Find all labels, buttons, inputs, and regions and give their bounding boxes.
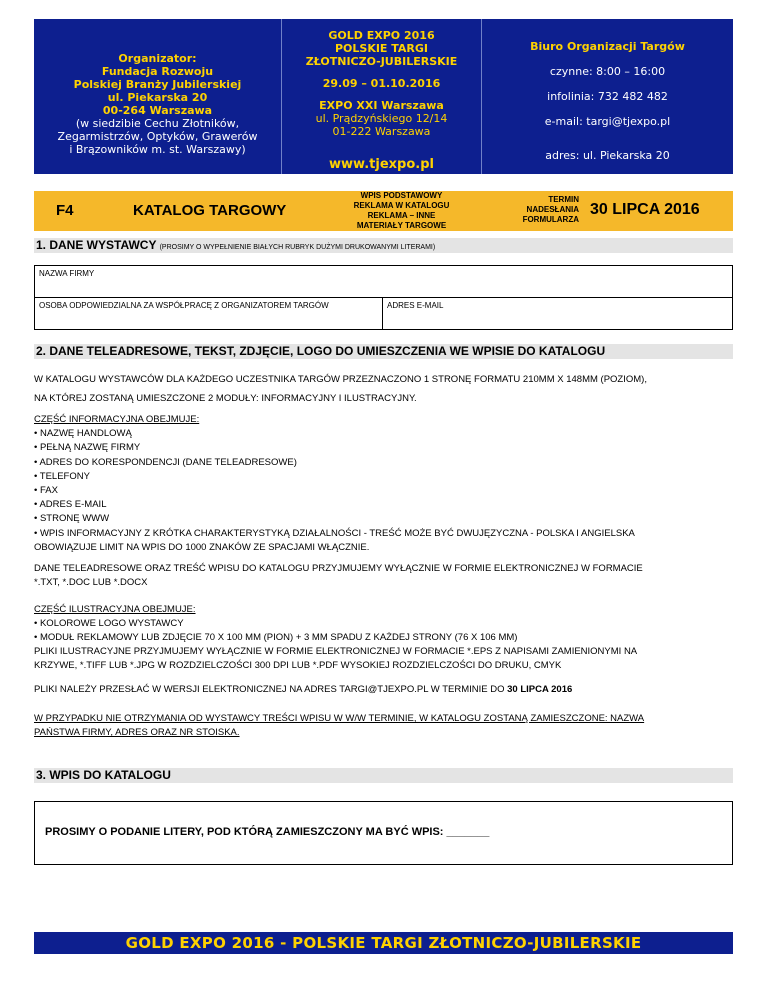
- email-field[interactable]: [382, 297, 733, 330]
- catalog-letter-field[interactable]: [34, 801, 733, 865]
- info-item: • TELEFONY: [34, 470, 90, 482]
- info-heading: CZĘŚĆ INFORMACYJNA OBEJMUJE:: [34, 414, 200, 425]
- deadline-date: 30 LIPCA 2016: [590, 201, 700, 218]
- organizer-note-line1: (w siedzibie Cechu Złotników,: [75, 117, 240, 130]
- venue-street: ul. Prądzyńskiego 12/14: [315, 112, 448, 125]
- contact-person-field[interactable]: [34, 297, 383, 330]
- char-limit: OBOWIĄZUJE LIMIT NA WPIS DO 1000 ZNAKÓW ZE SPACJAMI WŁĄCZNIE.: [34, 541, 370, 553]
- office-city: 00-264 Warszawa: [558, 174, 657, 187]
- organizer-note-line2: Zegarmistrzów, Optyków, Grawerów: [57, 130, 258, 143]
- missing-content-note: [34, 712, 733, 740]
- company-name-field[interactable]: [34, 265, 733, 298]
- send-instructions: [34, 683, 733, 697]
- info-item: • FAX: [34, 485, 58, 497]
- office-hours: czynne: 8:00 – 16:00: [549, 65, 666, 78]
- info-item: • STRONĘ WWW: [34, 513, 110, 525]
- organizer-street: ul. Piekarska 20: [107, 91, 208, 104]
- info-item: • PEŁNĄ NAZWĘ FIRMY: [34, 442, 141, 454]
- electronic-line1: DANE TELEADRESOWE ORAZ TREŚĆ WPISU DO KATALOGU PRZYJMUJEMY WYŁĄCZNIE W FORMIE ELEKTRONICZNEJ W FORMACIE: [34, 563, 643, 574]
- illus-heading: CZĘŚĆ ILUSTRACYJNA OBEJMUJE:: [34, 604, 196, 615]
- illustration-part: [34, 603, 733, 673]
- email-label: ADRES E-MAIL: [387, 301, 444, 310]
- contact-person-label: OSOBA ODPOWIEDZIALNA ZA WSPÓŁPRACĘ Z ORGANIZATOREM TARGÓW: [39, 301, 329, 310]
- event-subtitle-1: POLSKIE TARGI: [334, 42, 429, 55]
- info-item: • NAZWĘ HANDLOWĄ: [34, 428, 132, 440]
- organizer-name-line2: Polskiej Branży Jubilerskiej: [73, 78, 242, 91]
- office-address: adres: ul. Piekarska 20: [545, 149, 670, 162]
- event-name: GOLD EXPO 2016: [328, 29, 435, 42]
- info-item: • ADRES DO KORESPONDENCJI (DANE TELEADRESOWE): [34, 456, 297, 468]
- section3-title: 3. WPIS DO KATALOGU: [36, 768, 171, 782]
- missing-line1: W PRZYPADKU NIE OTRZYMANIA OD WYSTAWCY TREŚCI WPISU W W/W TERMINIE, W KATALOGU ZOSTANĄ ZAMIESZCZONE: NAZWA: [34, 713, 645, 724]
- office-block: [482, 19, 733, 187]
- send-date: 30 LIPCA 2016: [507, 684, 573, 695]
- electronic-format-note: [34, 562, 733, 590]
- organizer-label: Organizator:: [118, 52, 197, 65]
- deadline-label-line2: NADESŁANIA: [526, 205, 579, 214]
- intro-line2: NA KTÓREJ ZOSTANĄ UMIESZCZONE 2 MODUŁY: INFORMACYJNY I ILUSTRACYJNY.: [34, 393, 417, 404]
- office-title: Biuro Organizacji Targów: [530, 40, 685, 53]
- deadline-label-line1: TERMIN: [548, 195, 579, 204]
- section1-note: (PROSIMY O WYPEŁNIENIE BIAŁYCH RUBRYK DUŻYMI DRUKOWANYMI LITERAMI): [159, 244, 436, 251]
- send-text: PLIKI NALEŻY PRZESŁAĆ W WERSJI ELEKTRONICZNEJ NA ADRES TARGI@TJEXPO.PL W TERMINIE DO: [34, 684, 505, 695]
- organizer-note-line3: i Brązowników m. st. Warszawy): [69, 143, 246, 156]
- deadline-label: [504, 195, 579, 225]
- organizer-name-line1: Fundacja Rozwoju: [101, 65, 214, 78]
- event-dates: 29.09 – 01.10.2016: [322, 77, 441, 90]
- venue-name: EXPO XXI Warszawa: [319, 99, 444, 112]
- form-types: [334, 191, 469, 231]
- info-item: • WPIS INFORMACYJNY Z KRÓTKA CHARAKTERYSTYKĄ DZIAŁALNOŚCI - TREŚĆ MOŻE BYĆ DWUJĘZYCZNA - POLSKA I ANGIELSKA: [34, 527, 635, 539]
- form-type-other-ad: REKLAMA – INNE: [367, 211, 436, 220]
- section1-header: [34, 238, 733, 253]
- event-subtitle-2: ZŁOTNICZO-JUBILERSKIE: [305, 55, 458, 68]
- organizer-city: 00-264 Warszawa: [102, 104, 213, 117]
- section3-header: [34, 768, 733, 783]
- deadline-label-line3: FORMULARZA: [522, 215, 579, 224]
- event-block: [282, 19, 482, 174]
- form-title: KATALOG TARGOWY: [133, 202, 287, 219]
- illus-item: • MODUŁ REKLAMOWY LUB ZDJĘCIE 70 X 100 MM (PION) + 3 MM SPADU Z KAŻDEJ STRONY (76 X 106 MM): [34, 632, 518, 643]
- header-banner: [34, 19, 733, 187]
- venue-city: 01-222 Warszawa: [332, 125, 431, 138]
- form-type-materials: MATERIAŁY TARGOWE: [356, 221, 447, 230]
- form-code: F4: [56, 202, 74, 219]
- form-type-basic: WPIS PODSTAWOWY: [360, 191, 443, 200]
- office-email: e-mail: targi@tjexpo.pl: [544, 115, 671, 128]
- files-line1: PLIKI ILUSTRACYJNE PRZYJMUJEMY WYŁĄCZNIE W FORMIE ELEKTRONICZNEJ W FORMACIE *.EPS Z NAPISAMI ZAMIENIONYMI NA: [34, 646, 638, 657]
- website-link[interactable]: www.tjexpo.pl: [329, 157, 434, 172]
- intro-line1: W KATALOGU WYSTAWCÓW DLA KAŻDEGO UCZESTNIKA TARGÓW PRZEZNACZONO 1 STRONĘ FORMATU 210MM X 148MM (POZIOM),: [34, 374, 647, 385]
- section2-header: [34, 344, 733, 359]
- organizer-block: [34, 19, 282, 174]
- form-type-catalog-ad: REKLAMA W KATALOGU: [353, 201, 450, 210]
- section2-title: 2. DANE TELEADRESOWE, TEKST, ZDJĘCIE, LOGO DO UMIESZCZENIA WE WPISIE DO KATALOGU: [36, 344, 606, 358]
- office-phone: infolinia: 732 482 482: [547, 90, 668, 103]
- electronic-line2: *.TXT, *.DOC LUB *.DOCX: [34, 577, 148, 588]
- footer-banner: GOLD EXPO 2016 - POLSKIE TARGI ZŁOTNICZO-JUBILERSKIE: [34, 932, 733, 954]
- files-line2: KRZYWE, *.TIFF LUB *.JPG W ROZDZIELCZOŚCI 300 DPI LUB *.PDF WYSOKIEJ ROZDZIELCZOŚCI DO DRUKU, CMYK: [34, 660, 562, 671]
- section2-intro: [34, 373, 733, 406]
- info-item: • ADRES E-MAIL: [34, 499, 107, 511]
- catalog-letter-request: PROSIMY O PODANIE LITERY, POD KTÓRĄ ZAMIESZCZONY MA BYĆ WPIS: _______: [45, 826, 490, 838]
- form-title-bar: [34, 191, 733, 231]
- missing-line2: PAŃSTWA FIRMY, ADRES ORAZ NR STOISKA.: [34, 727, 240, 738]
- section1-title: 1. DANE WYSTAWCY: [36, 238, 157, 252]
- illus-item: • KOLOROWE LOGO WYSTAWCY: [34, 618, 184, 629]
- info-part: [34, 413, 733, 555]
- company-name-label: NAZWA FIRMY: [39, 269, 95, 278]
